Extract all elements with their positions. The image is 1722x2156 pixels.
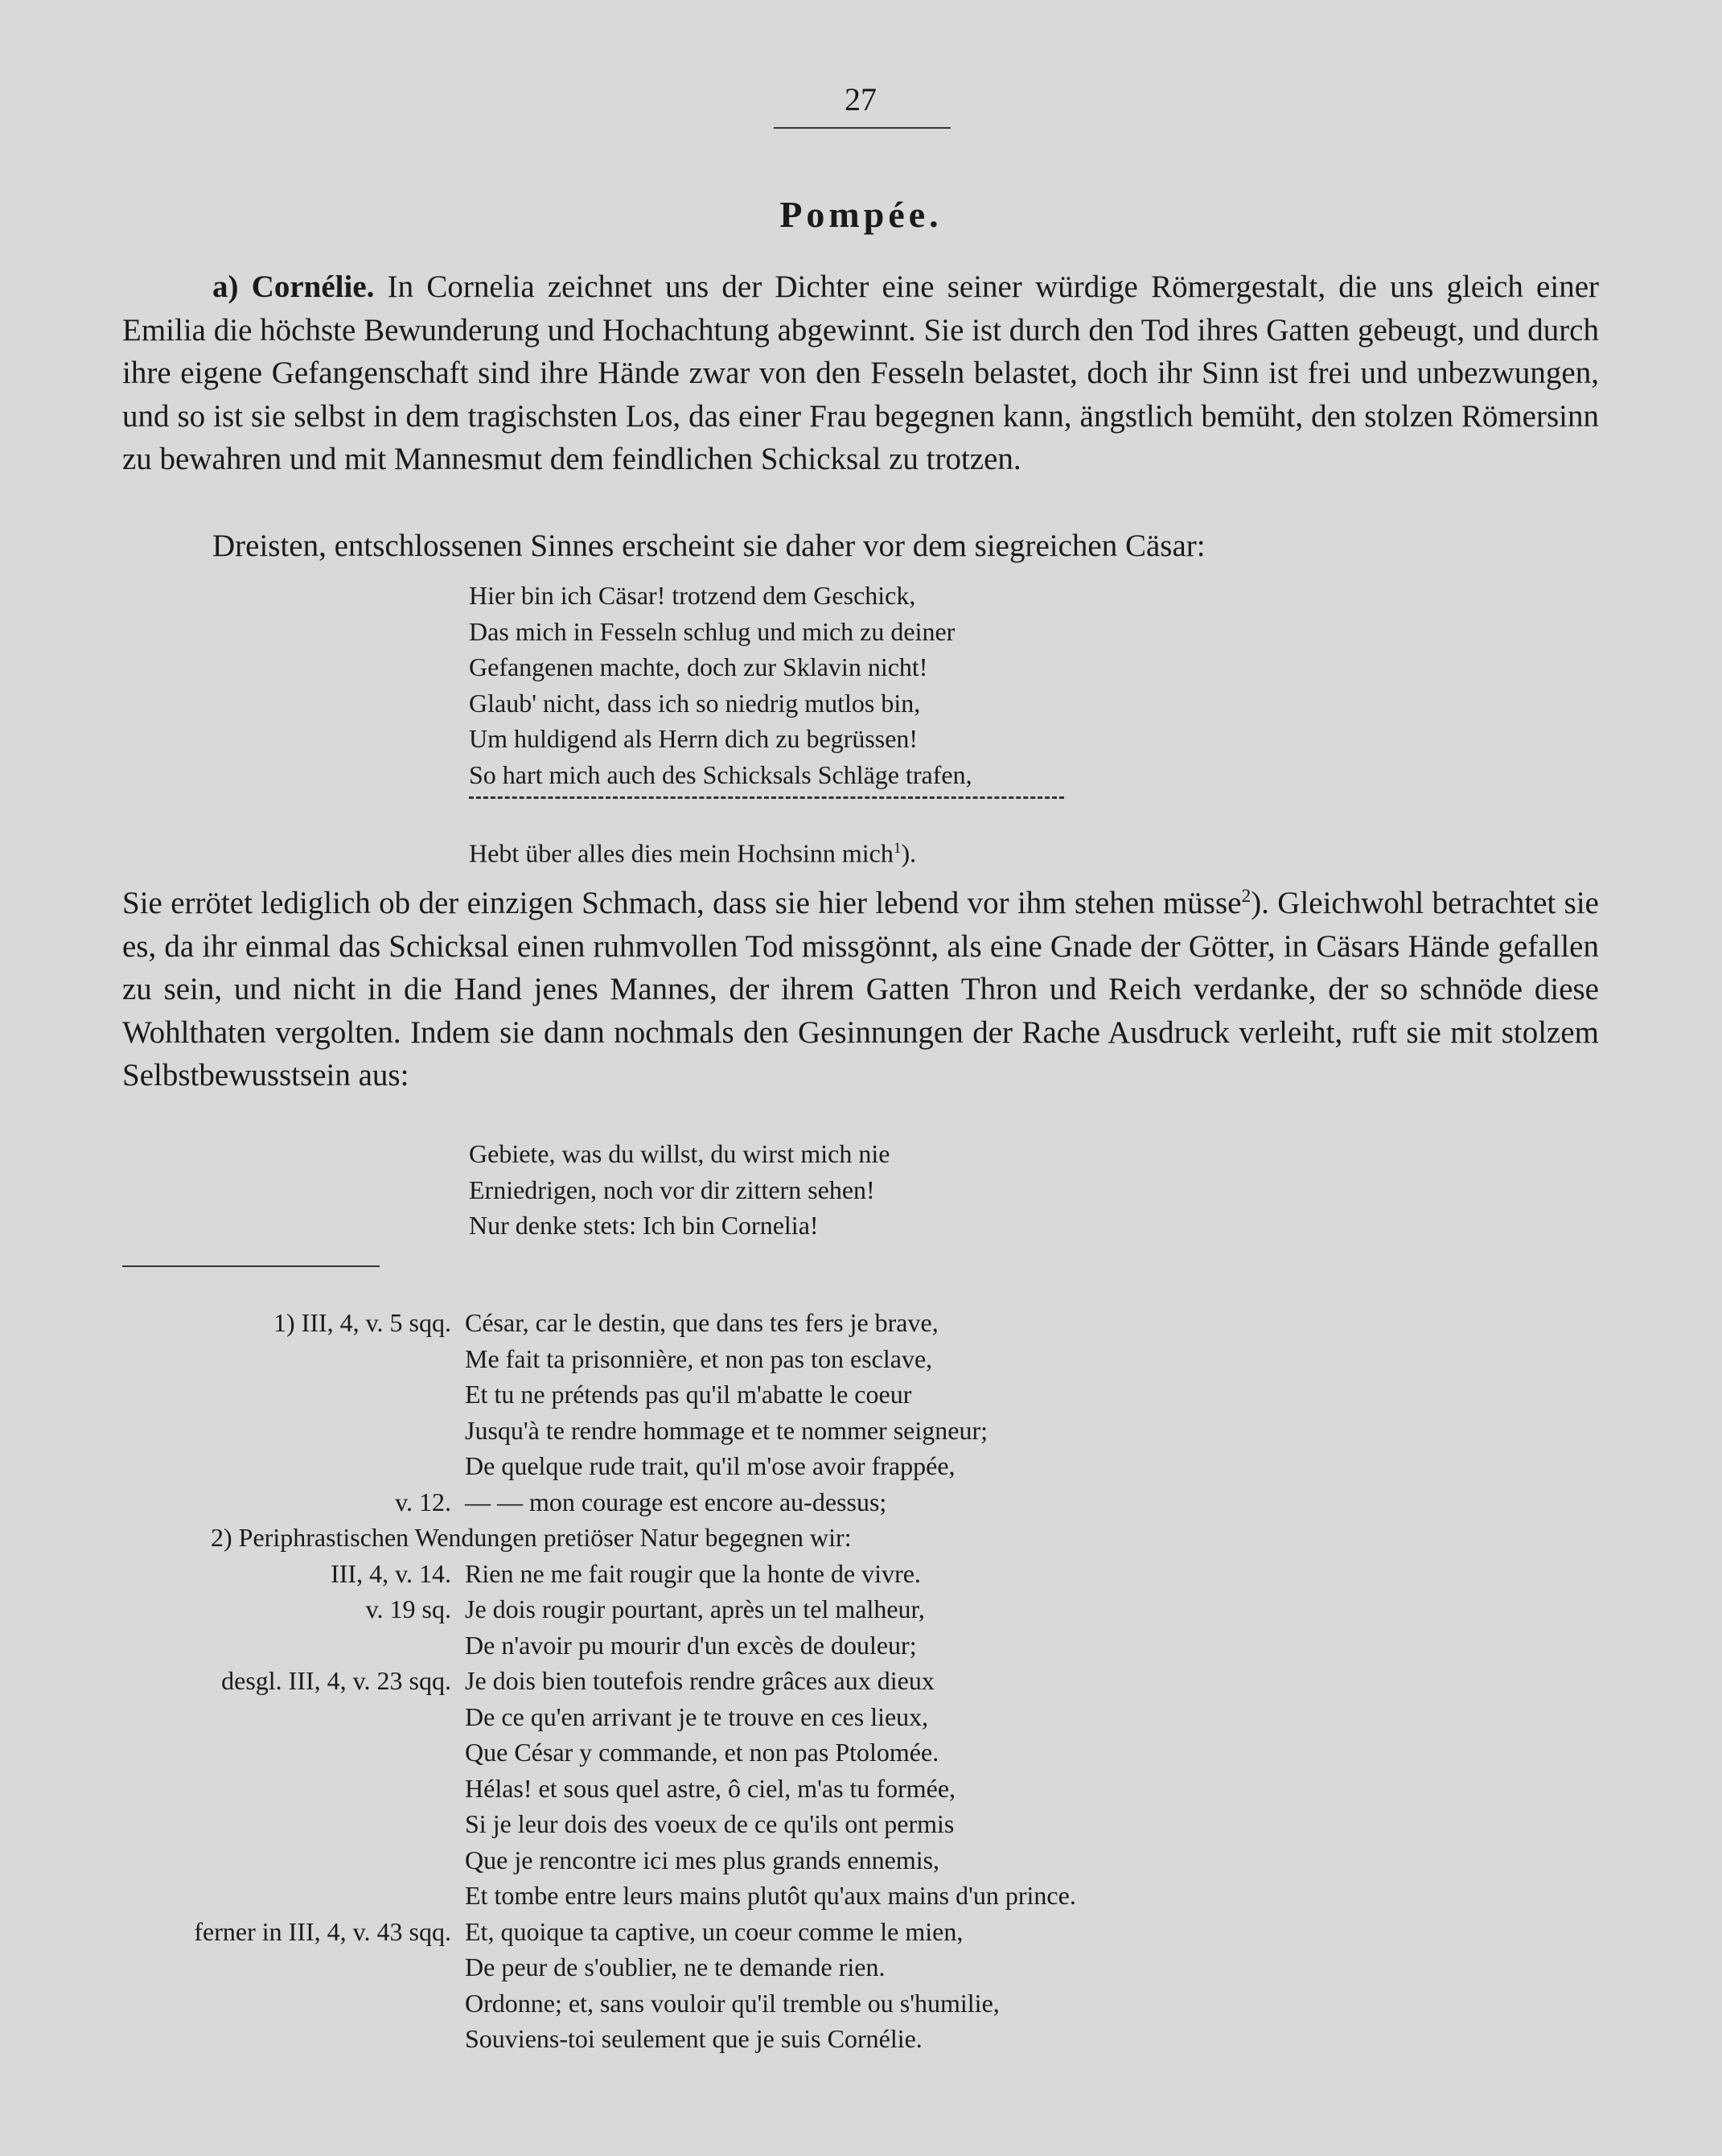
verse-line: Gebiete, was du willst, du wirst mich nie — [469, 1139, 890, 1168]
paragraph-intro-text: In Cornelia zeichnet uns der Dichter eine seiner würdige Römergestalt, die uns gleich einer Emilia die höchste Bewunderung und Hochachtung abgewinnt. Sie ist durch den Tod ihres Gatten gebeugt, und durch ihre eigene Gefangenschaft sind ihre Hände zwar von den Fesseln belastet, doch ihr Sinn ist frei und unbezwungen, und so ist sie selbst in dem tragischsten Los, das einer Frau begegnen kann, ängstlich bemüht, den stolzen Römersinn zu bewahren und mit Mannesmut dem feindlichen Schicksal zu trotzen. — [122, 270, 1600, 476]
footnote-line — [0, 1413, 1722, 1449]
verse-line: Hier bin ich Cäsar! trotzend dem Geschick, — [469, 581, 916, 610]
verse-quote-1-last — [469, 831, 1434, 871]
verse-line: Hebt über alles dies mein Hochsinn mich — [469, 838, 894, 868]
footnote-reference: v. 19 sq. — [365, 1594, 451, 1623]
footnote-line — [0, 1985, 1722, 2022]
footnote-quote: Si je leur dois des voeux de ce qu'ils ont permis — [465, 1809, 955, 1838]
verse-line: So hart mich auch des Schicksals Schläge trafen, — [469, 759, 972, 789]
footnote-line — [0, 1376, 1722, 1413]
footnote-reference: desgl. III, 4, v. 23 sqq. — [221, 1666, 451, 1695]
footnote-quote: Me fait ta prisonnière, et non pas ton esclave, — [465, 1343, 933, 1373]
footnote-line — [0, 2021, 1722, 2057]
footnote-quote: De peur de s'oublier, ne te demande rien. — [465, 1952, 886, 1981]
verse-line: Gefangenen machte, doch zur Sklavin nicht! — [469, 652, 928, 681]
footnote-quote: Ordonne; et, sans vouloir qu'il tremble ou s'humilie, — [465, 1988, 1000, 2018]
footnote-reference: ferner in III, 4, v. 43 sqq. — [194, 1916, 451, 1946]
verse-quote-2 — [469, 1136, 1434, 1244]
footnote-ref: 1 — [893, 840, 902, 857]
footnote-quote: Que je rencontre ici mes plus grands ennemis, — [465, 1845, 940, 1874]
footnotes — [0, 1305, 1722, 2057]
paragraph-intro — [122, 265, 1599, 481]
footnote-quote: De n'avoir pu mourir d'un excès de douleur; — [465, 1630, 917, 1660]
footnote-line — [0, 1734, 1722, 1771]
footnote-line — [0, 1448, 1722, 1484]
footnote-quote: Et tu ne prétends pas qu'il m'abatte le coeur — [465, 1380, 912, 1409]
footnote-quote: Rien ne me fait rougir que la honte de vivre. — [465, 1558, 921, 1588]
footnote-line — [0, 1627, 1722, 1664]
verse-quote-1 — [469, 578, 1434, 792]
verse-line: Glaub' nicht, dass ich so niedrig mutlos bin, — [469, 688, 921, 718]
footnote-reference: III, 4, v. 14. — [331, 1558, 451, 1588]
footnote-quote: Et tombe entre leurs mains plutôt qu'aux mains d'un prince. — [465, 1881, 1076, 1910]
page-number-rule — [774, 127, 951, 129]
paragraph-shame-text-a: Sie errötet lediglich ob der einzigen Schmach, dass sie hier lebend vor ihm stehen müsse — [122, 886, 1242, 920]
verse-line: Erniedrigen, noch vor dir zittern sehen! — [469, 1175, 875, 1204]
footnote-quote: Et, quoique ta captive, un coeur comme le mien, — [465, 1916, 964, 1946]
footnote-line — [0, 1842, 1722, 1878]
footnote-quote: Jusqu'à te rendre hommage et te nommer seigneur; — [465, 1415, 988, 1445]
footnote-line — [0, 1663, 1722, 1699]
subsection-heading: a) Cornélie. — [212, 270, 375, 304]
footnote-reference: 1) III, 4, v. 5 sqq. — [273, 1308, 451, 1337]
footnote-line — [0, 1914, 1722, 1950]
footnote-line — [0, 1484, 1722, 1520]
footnote-line — [0, 1305, 1722, 1341]
footnote-line — [0, 1878, 1722, 1914]
omission-dashes — [469, 796, 1064, 799]
footnote-rule — [122, 1265, 380, 1267]
footnote-quote: Que César y commande, et non pas Ptolomée. — [465, 1738, 939, 1767]
footnote-quote: Souviens-toi seulement que je suis Cornélie. — [465, 2024, 923, 2053]
footnote-heading: 2) Periphrastischen Wendungen pretiöser Natur begegnen wir: — [211, 1523, 852, 1552]
footnote-quote: Je dois rougir pourtant, après un tel malheur, — [465, 1594, 925, 1623]
footnote-quote: César, car le destin, que dans tes fers je brave, — [465, 1308, 939, 1337]
footnote-line — [0, 1556, 1722, 1592]
footnote-line — [0, 1699, 1722, 1735]
verse-line-end: ). — [901, 838, 917, 868]
footnote-quote: Je dois bien toutefois rendre grâces aux dieux — [465, 1666, 935, 1695]
footnote-quote: De ce qu'en arrivant je te trouve en ces lieux, — [465, 1701, 929, 1731]
verse-line: Um huldigend als Herrn dich zu begrüssen! — [469, 724, 919, 753]
verse-line: Das mich in Fesseln schlug und mich zu deiner — [469, 616, 956, 646]
footnote-line — [0, 1771, 1722, 1807]
verse-line: Nur denke stets: Ich bin Cornelia! — [469, 1211, 819, 1240]
footnote-quote: De quelque rude trait, qu'il m'ose avoir frappée, — [465, 1451, 956, 1480]
page-number: 27 — [845, 81, 877, 117]
footnote-quote: Hélas! et sous quel astre, ô ciel, m'as tu formée, — [465, 1773, 956, 1803]
footnote-reference: v. 12. — [395, 1487, 451, 1516]
paragraph-shame-text-b: ). Gleichwohl betrachtet sie es, da ihr einmal das Schicksal einen ruhmvollen Tod missgönnt, als eine Gnade der Götter, in Cäsars Hände gefallen zu sein, und nicht in die Hand jenes Mannes, der ihrem Gatten Thron und Reich verdanke, der so schnöde diese Wohlthaten vergolten. Indem sie dann nochmals den Gesinnungen der Rache Ausdruck verleiht, ruft sie mit stolzem Selbstbewusstsein aus: — [122, 886, 1599, 1092]
footnote-quote: — — mon courage est encore au-dessus; — [465, 1487, 887, 1516]
section-title: Pompée. — [779, 194, 943, 235]
paragraph-caesar-intro: Dreisten, entschlossenen Sinnes erscheint sie daher vor dem siegreichen Cäsar: — [212, 529, 1206, 563]
footnote-line — [0, 1591, 1722, 1627]
footnote-line — [0, 1949, 1722, 1985]
footnote-line — [0, 1520, 1722, 1556]
footnote-ref: 2 — [1241, 886, 1251, 907]
footnote-line — [0, 1806, 1722, 1842]
paragraph-shame — [122, 875, 1599, 1097]
footnote-line — [0, 1341, 1722, 1377]
